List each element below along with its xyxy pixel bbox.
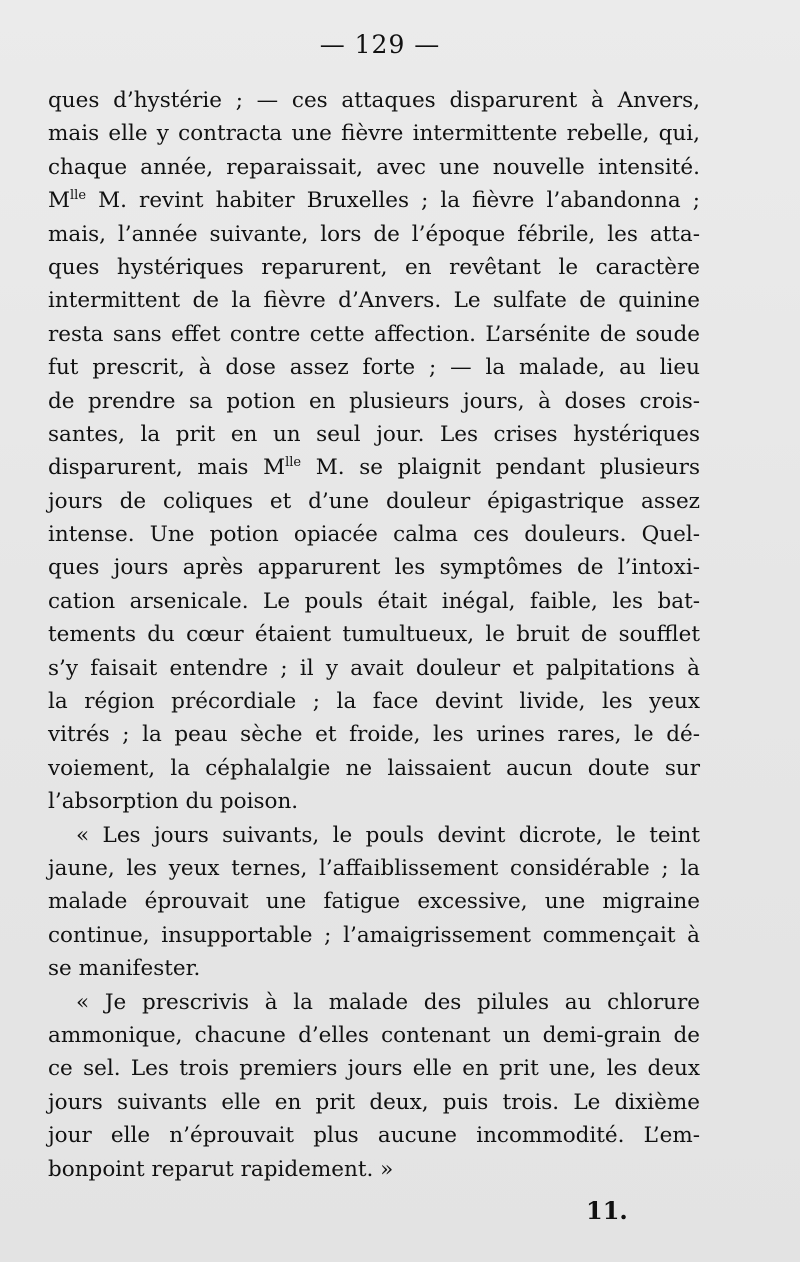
text-line: intermittent de la fièvre d’Anvers. Le sulfate de quinine <box>48 288 700 314</box>
text-line: mais, l’année suivante, lors de l’époque fébrile, les atta- <box>48 221 700 247</box>
abbrev-superscript: lle <box>285 455 302 471</box>
text-line: vitrés ; la peau sèche et froide, les urines rares, le dé- <box>48 722 700 748</box>
abbrev-base: M <box>48 188 71 214</box>
text-line: resta sans effet contre cette affection. L’arsénite de soude <box>48 321 700 347</box>
text-line: jours de coliques et d’une douleur épigastrique assez <box>48 488 700 514</box>
text-line: jour elle n’éprouvait plus aucune incommodité. L’em- <box>48 1123 700 1149</box>
text-line: mais elle y contracta une fièvre intermittente rebelle, qui, <box>48 121 700 147</box>
text-line: « Je prescrivis à la malade des pilules au chlorure <box>76 989 700 1015</box>
abbrev-superscript: lle <box>70 188 87 204</box>
text-line: continue, insupportable ; l’amaigrissement commençait à <box>48 922 700 948</box>
page-number: — 129 — <box>319 30 441 59</box>
text-line <box>48 184 700 217</box>
text-line: chaque année, reparaissait, avec une nouvelle intensité. <box>48 154 700 180</box>
text-line: bonpoint reparut rapidement. » <box>48 1156 394 1182</box>
text-line: santes, la prit en un seul jour. Les crises hystériques <box>48 421 700 447</box>
text-line: « Les jours suivants, le pouls devint dicrote, le teint <box>76 822 700 848</box>
text-line: de prendre sa potion en plusieurs jours, à doses crois- <box>48 388 700 414</box>
text-line: malade éprouvait une fatigue excessive, une migraine <box>48 889 700 915</box>
text-line: ce sel. Les trois premiers jours elle en prit une, les deux <box>48 1056 700 1082</box>
text-line: se manifester. <box>48 956 201 982</box>
body-text <box>48 84 700 1186</box>
signature-mark: 11. <box>586 1196 628 1225</box>
text-line: fut prescrit, à dose assez forte ; — la malade, au lieu <box>48 355 700 381</box>
text-line: l’absorption du poison. <box>48 789 299 815</box>
text-line: intense. Une potion opiacée calma ces douleurs. Quel- <box>48 522 700 548</box>
text-line: s’y faisait entendre ; il y avait douleur et palpitations à <box>48 655 700 681</box>
line-start: disparurent, mais M <box>48 455 286 481</box>
text-line: voiement, la céphalalgie ne laissaient aucun doute sur <box>48 755 700 781</box>
text-line: jours suivants elle en prit deux, puis trois. Le dixième <box>48 1089 700 1115</box>
line-rest: M. se plaignit pendant plusieurs <box>301 455 700 481</box>
text-line: ques jours après apparurent les symptômes de l’intoxi- <box>48 555 700 581</box>
text-line <box>48 451 700 484</box>
text-line: ques d’hystérie ; — ces attaques disparurent à Anvers, <box>48 88 700 113</box>
text-line: cation arsenicale. Le pouls était inégal, faible, les bat- <box>48 588 700 614</box>
text-line: ammonique, chacune d’elles contenant un demi-grain de <box>48 1022 700 1048</box>
text-line: tements du cœur étaient tumultueux, le bruit de soufflet <box>48 622 700 648</box>
line-rest: M. revint habiter Bruxelles ; la fièvre l’abandonna ; <box>86 188 700 214</box>
text-line: ques hystériques reparurent, en revêtant le caractère <box>48 254 700 280</box>
text-line: jaune, les yeux ternes, l’affaiblissement considérable ; la <box>48 855 700 881</box>
text-line: la région précordiale ; la face devint livide, les yeux <box>48 689 700 715</box>
